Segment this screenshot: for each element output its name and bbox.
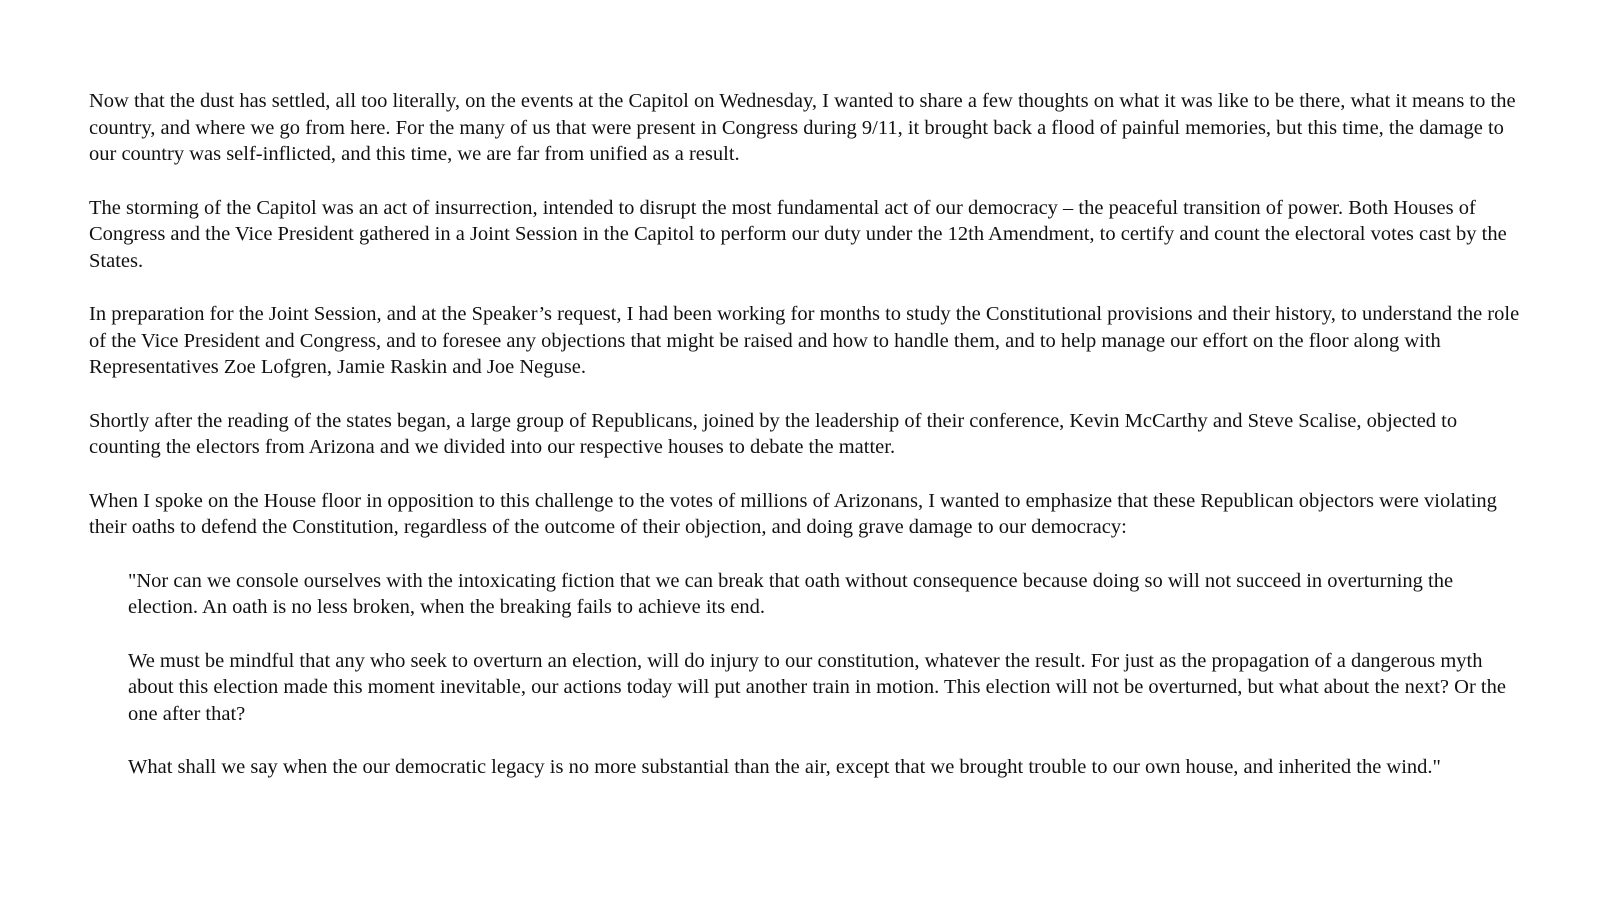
quote-paragraph: What shall we say when the our democratic legacy is no more substantial than the air, except that we brought trouble to our own house, and inherited the wind." [128, 756, 1441, 778]
block-quote [128, 568, 1518, 781]
document-body [89, 88, 1529, 808]
paragraph-objection: Shortly after the reading of the states began, a large group of Republicans, joined by the leadership of their conference, Kevin McCarthy and Steve Scalise, objected to counting the electors from Arizona and we divided into our respective houses to debate the matter. [89, 409, 1458, 458]
paragraph-house-floor: When I spoke on the House floor in opposition to this challenge to the votes of millions of Arizonans, I wanted to emphasize that these Republican objectors were violating their oaths to defend the Constitution, regardless of the outcome of their objection, and doing grave damage to our democracy: [89, 489, 1497, 538]
paragraph-preparation: In preparation for the Joint Session, and at the Speaker’s request, I had been working for months to study the Constitutional provisions and their history, to understand the role of the Vice President and Congress, and to foresee any objections that might be raised and how to handle them, and to help manage our effort on the floor along with Representatives Zoe Lofgren, Jamie Raskin and Joe Neguse. [89, 303, 1520, 378]
quote-paragraph: "Nor can we console ourselves with the intoxicating fiction that we can break that oath without consequence because doing so will not succeed in overturning the election. An oath is no less broken, when the breaking fails to achieve its end. [128, 569, 1454, 618]
quote-paragraph: We must be mindful that any who seek to overturn an election, will do injury to our constitution, whatever the result. For just as the propagation of a dangerous myth about this election made this moment inevitable, our actions today will put another train in motion. This election will not be overturned, but what about the next? Or the one after that? [128, 649, 1506, 725]
paragraph-intro: Now that the dust has settled, all too literally, on the events at the Capitol on Wednesday, I wanted to share a few thoughts on what it was like to be there, what it means to the country, and where we go from here. For the many of us that were present in Congress during 9/11, it brought back a flood of painful memories, but this time, the damage to our country was self-inflicted, and this time, we are far from unified as a result. [89, 90, 1516, 165]
paragraph-insurrection: The storming of the Capitol was an act of insurrection, intended to disrupt the most fundamental act of our democracy – the peaceful transition of power. Both Houses of Congress and the Vice President gathered in a Joint Session in the Capitol to perform our duty under the 12th Amendment, to certify and count the electoral votes cast by the States. [89, 196, 1507, 272]
